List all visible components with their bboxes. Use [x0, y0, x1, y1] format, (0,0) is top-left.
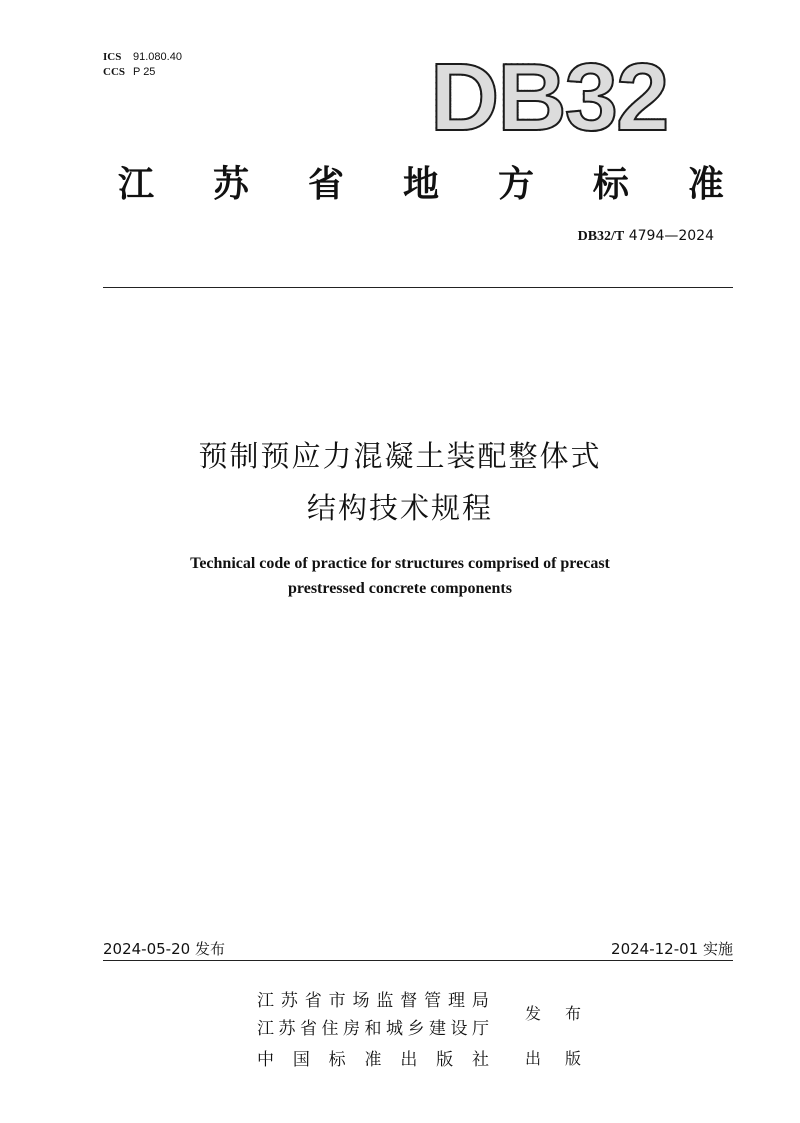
document-title-en-line2: prestressed concrete components: [288, 580, 512, 597]
standard-number-prefix: DB32/T: [577, 229, 625, 244]
ccs-line: [103, 65, 182, 80]
ccs-label: CCS: [103, 66, 126, 78]
standard-type-char: 标: [592, 163, 629, 205]
issuer-char: 局: [471, 991, 489, 1011]
issuer-char: 江: [257, 1019, 274, 1039]
publish-action-label: [525, 1046, 581, 1069]
issuer-char: 城: [386, 1019, 403, 1039]
document-title-cn-line2: 结构技术规程: [306, 491, 493, 525]
issuer-char: 江: [257, 991, 274, 1011]
issuer-char: 设: [450, 1019, 468, 1039]
action-char: 版: [564, 1049, 581, 1068]
issuer-char: 房: [343, 1019, 360, 1039]
issuer-char: 省: [304, 991, 322, 1011]
bottom-divider: [103, 960, 733, 961]
issuer-housing-construction: [257, 1014, 489, 1039]
action-char: 出: [525, 1049, 542, 1068]
issuer-char: 和: [364, 1019, 382, 1039]
issuer-char: 苏: [278, 1019, 296, 1039]
ics-label: ICS: [103, 51, 122, 63]
issuer-char: 理: [448, 991, 465, 1011]
standard-type-char: 苏: [212, 163, 249, 205]
document-title-en-line1: Technical code of practice for structures comprised of precast: [190, 555, 610, 572]
issuer-char: 建: [429, 1019, 446, 1039]
issuer-char: 督: [400, 991, 418, 1011]
issuer-char: 住: [321, 1019, 339, 1039]
issuer-char: 省: [300, 1019, 317, 1039]
standard-type-title: [118, 158, 724, 204]
issuer-char: 监: [376, 991, 394, 1011]
issuer-char: 出: [400, 1050, 418, 1070]
classification-codes: [103, 50, 182, 80]
issuer-char: 版: [436, 1050, 454, 1070]
action-char: 布: [564, 1004, 581, 1023]
issuer-char: 乡: [407, 1019, 425, 1039]
issuer-char: 国: [292, 1050, 310, 1070]
standard-type-char: 省: [307, 163, 344, 205]
action-char: 发: [525, 1004, 542, 1023]
issuer-char: 准: [364, 1050, 382, 1070]
standard-number: [578, 228, 714, 245]
issuer-char: 厅: [472, 1019, 489, 1039]
issuer-char: 苏: [280, 991, 298, 1011]
standard-number-value: 4794—2024: [624, 228, 714, 244]
standard-type-char: 地: [402, 163, 439, 205]
ics-value: 91.080.40: [133, 51, 182, 63]
implement-date: 2024-12-01 实施: [611, 940, 733, 958]
standard-type-char: 方: [497, 163, 534, 205]
standard-type-char: 江: [118, 163, 155, 205]
issuer-char: 中: [257, 1050, 274, 1070]
issuer-char: 场: [352, 991, 370, 1011]
issuer-char: 市: [328, 991, 346, 1011]
issuer-market-regulation: [257, 986, 489, 1011]
top-divider: [103, 287, 733, 288]
issuer-standards-press: [257, 1045, 489, 1070]
issuer-char: 社: [471, 1050, 489, 1070]
issue-action-label: [525, 1001, 581, 1024]
publish-date: 2024-05-20 发布: [103, 940, 225, 958]
db32-logo: DB32: [430, 44, 668, 151]
standard-type-char: 准: [687, 163, 724, 205]
issuer-char: 标: [328, 1050, 346, 1070]
ics-line: [103, 50, 182, 65]
document-title-cn-line1: 预制预应力混凝土装配整体式: [198, 439, 602, 473]
ccs-value: P 25: [133, 66, 156, 78]
issuer-char: 管: [424, 991, 442, 1011]
